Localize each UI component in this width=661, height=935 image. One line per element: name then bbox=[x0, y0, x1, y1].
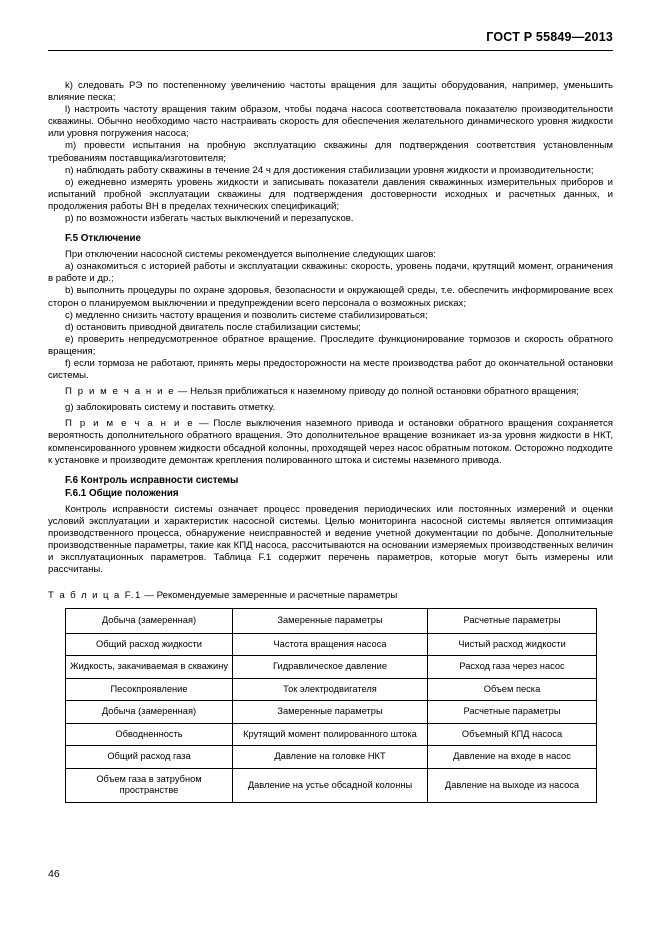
table-row bbox=[66, 746, 597, 769]
table-cell: Замеренные параметры bbox=[233, 701, 428, 724]
paragraph-m: m) провести испытания на пробную эксплуатацию скважины для подтверждения соответствия установленным требованиям поставщика/изготовителя; bbox=[48, 140, 613, 164]
page-header: ГОСТ Р 55849—2013 bbox=[486, 30, 613, 44]
table-row bbox=[66, 701, 597, 724]
table-cell: Расход газа через насос bbox=[428, 656, 597, 679]
parameters-table bbox=[65, 608, 597, 803]
table-caption bbox=[48, 590, 613, 601]
paragraph-l: l) настроить частоту вращения таким образом, чтобы подача насоса соответствовала показателю производительности скважины. Обычно необходимо часто настраивать скорость для обеспечения желательного динамического уровня жидкости или уровня погружения насоса; bbox=[48, 104, 613, 140]
table-row bbox=[66, 656, 597, 679]
table-caption-label: Т а б л и ц а F.1 bbox=[48, 590, 142, 602]
heading-f5: F.5 Отключение bbox=[65, 233, 141, 245]
table-cell: Частота вращения насоса bbox=[233, 633, 428, 656]
paragraph-f5-b: b) выполнить процедуры по охране здоровья, безопасности и окружающей среды, т.е. обеспечить информирование всех сторон о планируемом выключении и предупреждении всего персонала о возможных рисках; bbox=[48, 285, 613, 309]
paragraph-k: k) следовать РЭ по постепенному увеличению частоты вращения для защиты оборудования, например, уменьшить влияние песка; bbox=[48, 80, 613, 104]
table-column-header: Добыча (замеренная) bbox=[66, 609, 233, 634]
paragraph-f5-f: f) если тормоза не работают, принять меры предосторожности на месте производства работ до окончательной остановки системы. bbox=[48, 357, 613, 382]
paragraph-p: p) по возможности избегать частых выключений и перезапусков. bbox=[65, 213, 354, 225]
table-cell: Объемный КПД насоса bbox=[428, 723, 597, 746]
table-cell: Объем песка bbox=[428, 678, 597, 701]
table-cell: Обводненность bbox=[66, 723, 233, 746]
table-cell: Расчетные параметры bbox=[428, 701, 597, 724]
paragraph-f5-d: d) остановить приводной двигатель после стабилизации системы; bbox=[65, 321, 361, 333]
paragraph-f5-a: a) ознакомиться с историей работы и эксплуатации скважины: скорость, уровень подачи, крутящий момент, ограничения в работе и др.; bbox=[48, 261, 613, 285]
table-cell: Крутящий момент полированного штока bbox=[233, 723, 428, 746]
table-row bbox=[66, 633, 597, 656]
paragraph-o: о) ежедневно измерять уровень жидкости и записывать показатели давления скважинных измерительных приборов и испытаний пробной эксплуатации скважины для подтверждения достоверности исходных и расчетных данных, и продолжения работы ВН в пределах технических спецификаций; bbox=[48, 176, 613, 212]
table-header-row bbox=[66, 609, 597, 634]
heading-f6: F.6 Контроль исправности системы bbox=[65, 474, 239, 486]
table-cell: Ток электродвигателя bbox=[233, 678, 428, 701]
table-cell: Общий расход жидкости bbox=[66, 633, 233, 656]
header-divider bbox=[48, 50, 613, 51]
paragraph-f5-g: g) заблокировать систему и поставить отметку. bbox=[65, 402, 275, 414]
table-cell: Давление на устье обсадной колонны bbox=[233, 768, 428, 802]
paragraph-n: n) наблюдать работу скважины в течение 24 ч для достижения стабилизации уровня жидкости и производительности; bbox=[65, 164, 594, 176]
table-row bbox=[66, 768, 597, 802]
table-cell: Общий расход газа bbox=[66, 746, 233, 769]
table-cell: Гидравлическое давление bbox=[233, 656, 428, 679]
paragraph-f6-1: Контроль исправности системы означает процесс проведения периодических или постоянных измерений и оценки условий эксплуатации и характеристик насосной системы. Целью мониторинга насосной системы является оптимизация производственного процесса, обнаружение неисправностей и ведение учетной документации по добыче. Дополнительные производственные параметры, такие как КПД насоса, рассчитываются на основании измеряемых производственных величин и эксплуатационных параметров. Таблица F.1 содержит перечень параметров, которые могут быть измерены или рассчитаны. bbox=[48, 503, 613, 576]
table-row bbox=[66, 678, 597, 701]
table-cell: Давление на головке НКТ bbox=[233, 746, 428, 769]
note-text: — После выключения наземного привода и остановки обратного вращения сохраняется вероятность дополнительного обратного вращения. Это дополнительное вращение возникает из-за уровня жидкости в НКТ, компенсированного уровнем жидкости обсадной колонны, проходящей через насос обратным потоком. Осторожно подходите к установке и производите демонтаж крепления полированного штока и системы наземного привода. bbox=[48, 418, 613, 466]
table-cell: Чистый расход жидкости bbox=[428, 633, 597, 656]
note-label: П р и м е ч а н и е bbox=[65, 386, 176, 398]
paragraph-f5-c: c) медленно снизить частоту вращения и позволить системе стабилизироваться; bbox=[65, 309, 428, 321]
table-caption-text: — Рекомендуемые замеренные и расчетные параметры bbox=[141, 590, 398, 602]
note-reverse-rotation bbox=[48, 386, 613, 398]
table-cell: Давление на выходе из насоса bbox=[428, 768, 597, 802]
table-cell: Добыча (замеренная) bbox=[66, 701, 233, 724]
table-cell: Песокпроявление bbox=[66, 678, 233, 701]
table-cell: Объем газа в затрубном пространстве bbox=[66, 768, 233, 802]
heading-f6-1: F.6.1 Общие положения bbox=[65, 487, 179, 499]
page-content bbox=[48, 80, 613, 803]
page-number: 46 bbox=[48, 868, 60, 880]
table-row bbox=[66, 723, 597, 746]
table-column-header: Замеренные параметры bbox=[233, 609, 428, 634]
note-label: П р и м е ч а н и е bbox=[65, 418, 195, 430]
paragraph-f5-e: e) проверить непредусмотренное обратное вращение. Проследите функционирование тормозов и скорость обратного вращения; bbox=[48, 333, 613, 357]
table-cell: Давление на входе в насос bbox=[428, 746, 597, 769]
table-column-header: Расчетные параметры bbox=[428, 609, 597, 634]
table-cell: Жидкость, закачиваемая в скважину bbox=[66, 656, 233, 679]
paragraph-f5-intro: При отключении насосной системы рекомендуется выполнение следующих шагов: bbox=[65, 249, 436, 261]
note-additional-rotation bbox=[48, 418, 613, 466]
note-text: — Нельзя приближаться к наземному приводу до полной остановки обратного вращения; bbox=[175, 386, 579, 398]
